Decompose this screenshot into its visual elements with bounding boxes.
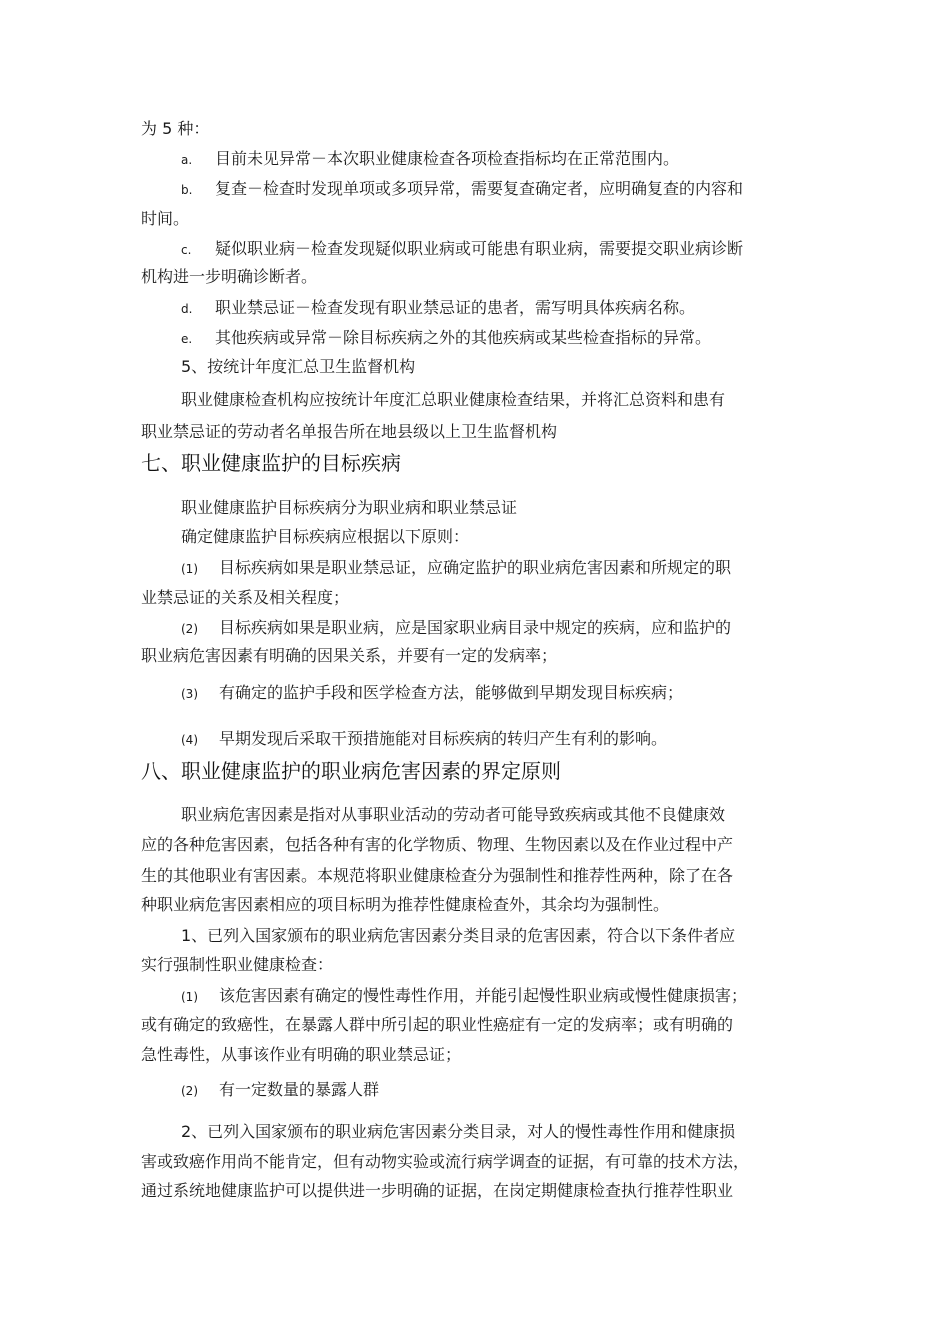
list-marker: (1) (181, 562, 198, 576)
paragraph-line: 职业病危害因素是指对从事职业活动的劳动者可能导致疾病或其他不良健康效 (181, 805, 726, 824)
paragraph-line: 通过系统地健康监护可以提供进一步明确的证据，在岗定期健康检查执行推荐性职业 (141, 1181, 734, 1200)
list-item-text: 有确定的监护手段和医学检查方法，能够做到早期发现目标疾病； (219, 683, 684, 702)
paragraph-line: 1、已列入国家颁布的职业病危害因素分类目录的危害因素，符合以下条件者应 (181, 926, 736, 945)
list-marker: d. (181, 302, 193, 316)
paragraph-line: 确定健康监护目标疾病应根据以下原则： (181, 527, 470, 546)
list-item-b (181, 179, 743, 200)
list-item-continuation: 或有确定的致癌性，在暴露人群中所引起的职业性癌症有一定的发病率；或有明确的 (141, 1015, 734, 1034)
list-marker: a. (181, 153, 193, 167)
list-item-c (181, 239, 743, 260)
list-item-text: 该危害因素有确定的慢性毒性作用，并能引起慢性职业病或慢性健康损害； (219, 986, 748, 1005)
numbered-item-3 (181, 683, 683, 704)
numbered-item-1 (181, 986, 747, 1007)
list-item-continuation: 职业病危害因素有明确的因果关系，并要有一定的发病率； (141, 646, 558, 665)
list-item-text: 有一定数量的暴露人群 (219, 1080, 380, 1099)
numbered-item-4 (181, 729, 667, 750)
paragraph-line: 职业健康检查机构应按统计年度汇总职业健康检查结果，并将汇总资料和患有 (181, 390, 726, 409)
list-item-continuation: 急性毒性，从事该作业有明确的职业禁忌证； (141, 1045, 462, 1064)
section-item-5: 5、按统计年度汇总卫生监督机构 (181, 357, 416, 376)
list-marker: (2) (181, 1084, 198, 1098)
list-marker: c. (181, 243, 192, 257)
section-heading-8: 八、职业健康监护的职业病危害因素的界定原则 (141, 759, 561, 783)
list-marker: (4) (181, 733, 198, 747)
paragraph-line: 害或致癌作用尚不能肯定，但有动物实验或流行病学调查的证据，有可靠的技术方法， (141, 1152, 750, 1171)
numbered-item-1 (181, 558, 731, 579)
list-item-text: 疑似职业病－检查发现疑似职业病或可能患有职业病，需要提交职业病诊断 (215, 239, 744, 258)
paragraph-line: 生的其他职业有害因素。本规范将职业健康检查分为强制性和推荐性两种，除了在各 (141, 866, 734, 885)
list-item-a (181, 149, 679, 170)
list-marker: b. (181, 183, 193, 197)
paragraph-line: 职业健康监护目标疾病分为职业病和职业禁忌证 (181, 498, 518, 517)
paragraph-line: 职业禁忌证的劳动者名单报告所在地县级以上卫生监督机构 (141, 422, 558, 441)
list-marker: (2) (181, 622, 198, 636)
list-item-d (181, 298, 695, 319)
paragraph-line: 实行强制性职业健康检查： (141, 955, 334, 974)
list-item-text: 目前未见异常－本次职业健康检查各项检查指标均在正常范围内。 (215, 149, 680, 168)
list-marker: (1) (181, 990, 198, 1004)
paragraph-line: 种职业病危害因素相应的项目标明为推荐性健康检查外，其余均为强制性。 (141, 895, 670, 914)
list-item-text: 其他疾病或异常－除目标疾病之外的其他疾病或某些检查指标的异常。 (215, 328, 712, 347)
list-item-continuation: 业禁忌证的关系及相关程度； (141, 588, 350, 607)
list-item-text: 复查－检查时发现单项或多项异常，需要复查确定者，应明确复查的内容和 (215, 179, 744, 198)
list-item-text: 职业禁忌证－检查发现有职业禁忌证的患者，需写明具体疾病名称。 (215, 298, 696, 317)
numbered-item-2 (181, 1080, 379, 1101)
list-marker: e. (181, 332, 193, 346)
list-item-continuation: 时间。 (141, 209, 190, 228)
paragraph-line: 为 5 种： (141, 119, 210, 138)
paragraph-line: 应的各种危害因素，包括各种有害的化学物质、物理、生物因素以及在作业过程中产 (141, 835, 734, 854)
list-item-continuation: 机构进一步明确诊断者。 (141, 267, 318, 286)
list-item-text: 目标疾病如果是职业禁忌证，应确定监护的职业病危害因素和所规定的职 (219, 558, 732, 577)
list-item-e (181, 328, 711, 349)
list-item-text: 目标疾病如果是职业病，应是国家职业病目录中规定的疾病，应和监护的 (219, 618, 732, 637)
paragraph-line: 2、已列入国家颁布的职业病危害因素分类目录，对人的慢性毒性作用和健康损 (181, 1122, 736, 1141)
list-marker: (3) (181, 687, 198, 701)
list-item-text: 早期发现后采取干预措施能对目标疾病的转归产生有利的影响。 (219, 729, 668, 748)
section-heading-7: 七、职业健康监护的目标疾病 (141, 451, 401, 475)
numbered-item-2 (181, 618, 731, 639)
